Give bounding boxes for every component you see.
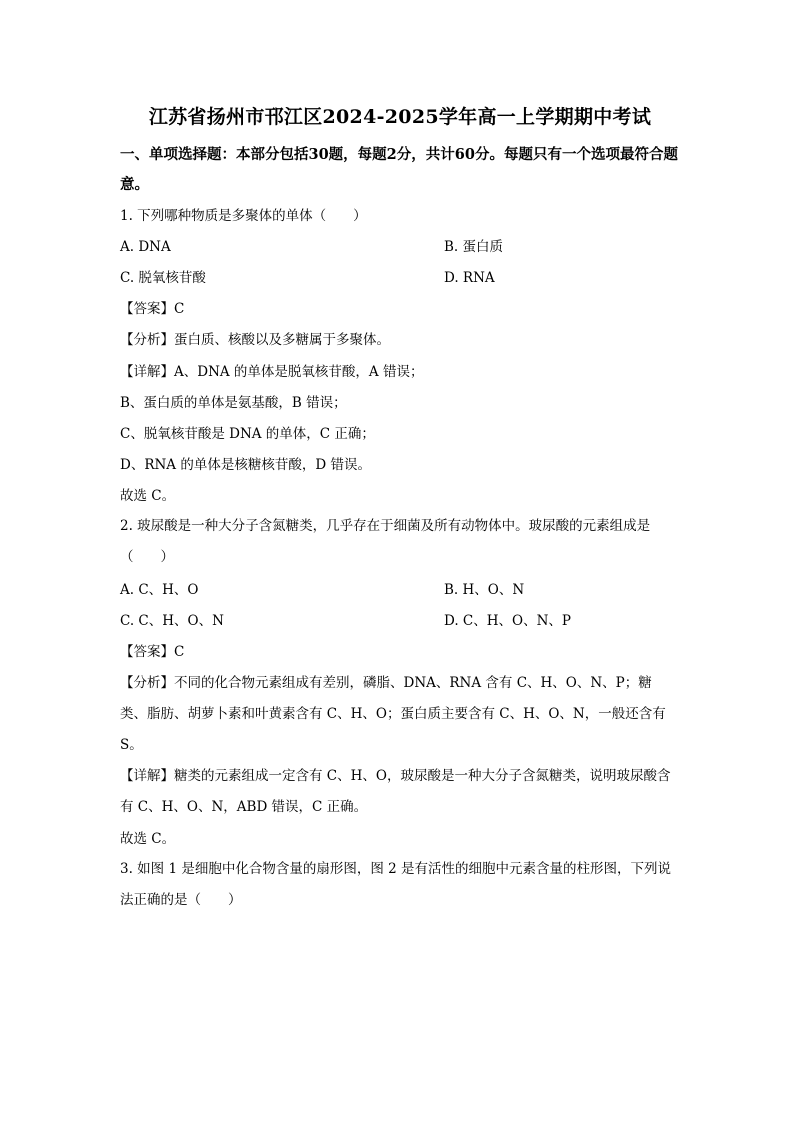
q1-answer: 【答案】C	[120, 301, 185, 317]
section-heading: 一、单项选择题：本部分包括30题，每题2分，共计60分。每题只有一个选项最符合题意。	[120, 146, 678, 193]
q2-stem: 2. 玻尿酸是一种大分子含氮糖类，几乎存在于细菌及所有动物体中。玻尿酸的元素组成是（ ）	[120, 518, 651, 565]
q2-answer: 【答案】C	[120, 644, 185, 660]
q1-option-c: C. 脱氧核苷酸	[120, 270, 206, 286]
q1-option-a: A. DNA	[120, 239, 171, 255]
q1-detail-line: C、脱氧核苷酸是 DNA 的单体，C 正确；	[120, 426, 375, 442]
q2-option-c: C. C、H、O、N	[120, 613, 224, 629]
q1-analysis: 【分析】蛋白质、核酸以及多糖属于多聚体。	[120, 332, 390, 348]
q1-option-d: D. RNA	[444, 270, 495, 286]
q2-option-a: A. C、H、O	[120, 582, 199, 598]
q2-option-b: B. H、O、N	[444, 582, 525, 598]
q2-detail: 【详解】糖类的元素组成一定含有 C、H、O，玻尿酸是一种大分子含氮糖类，说明玻尿酸含有 C、H、O、N，ABD 错误，C 正确。	[120, 768, 671, 815]
q3-stem: 3. 如图 1 是细胞中化合物含量的扇形图，图 2 是有活性的细胞中元素含量的柱形图，下列说法正确的是（ ）	[120, 861, 672, 908]
q1-conclusion: 故选 C。	[120, 488, 176, 504]
q1-option-b: B. 蛋白质	[444, 239, 504, 255]
q1-stem: 1. 下列哪种物质是多聚体的单体（ ）	[120, 208, 367, 224]
q1-detail-line: D、RNA 的单体是核糖核苷酸，D 错误。	[120, 457, 371, 473]
page-title: 江苏省扬州市邗江区2024-2025学年高一上学期期中考试	[148, 106, 652, 128]
q2-conclusion: 故选 C。	[120, 831, 176, 847]
q2-analysis: 【分析】不同的化合物元素组成有差别，磷脂、DNA、RNA 含有 C、H、O、N、P；糖类、脂肪、胡萝卜素和叶黄素含有 C、H、O；蛋白质主要含有 C、H、O、N，一般还含有S。	[120, 675, 666, 753]
q1-detail-line: 【详解】A、DNA 的单体是脱氧核苷酸，A 错误；	[120, 364, 424, 380]
q1-detail-line: B、蛋白质的单体是氨基酸，B 错误；	[120, 395, 347, 411]
q2-option-d: D. C、H、O、N、P	[444, 613, 571, 629]
